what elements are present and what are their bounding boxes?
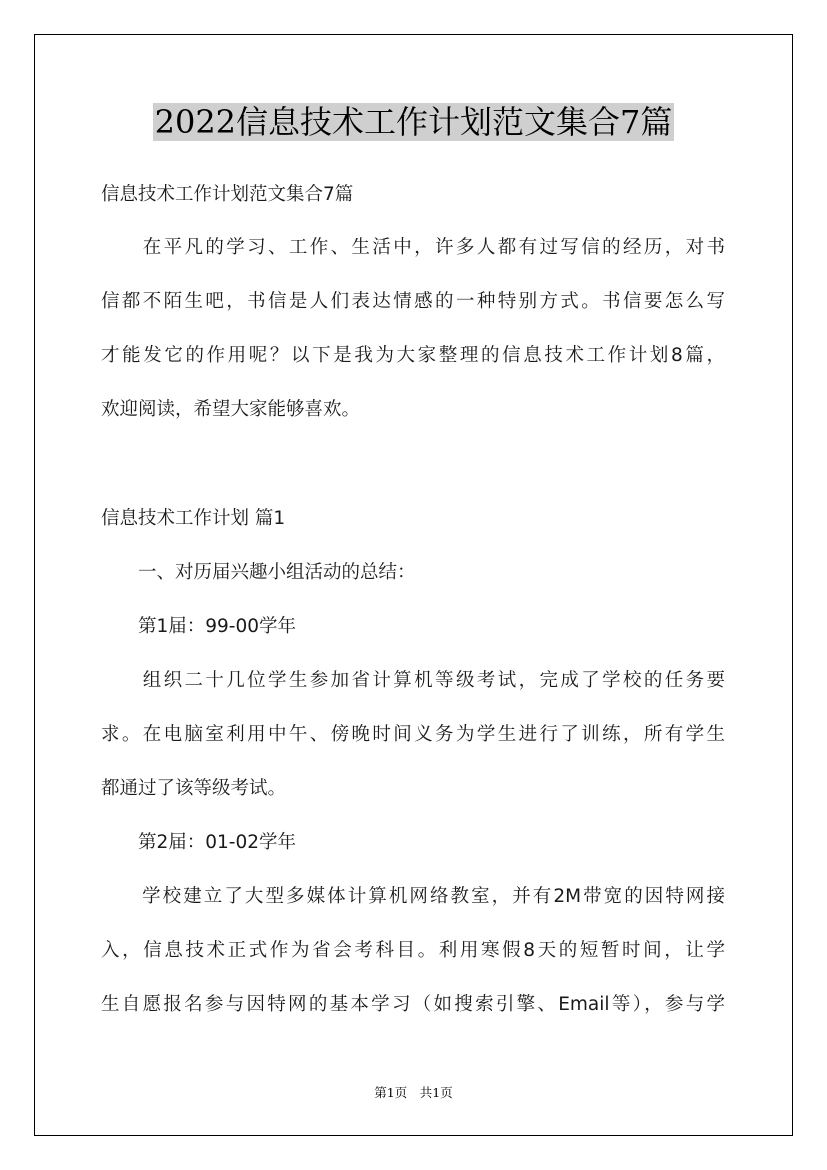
- section-heading: 信息技术工作计划 篇1: [101, 508, 286, 529]
- term-heading: 第2届：01-02学年: [101, 832, 297, 853]
- body-line: 组织二十几位学生参加省计算机等级考试，完成了学校的任务要: [101, 670, 725, 691]
- page-footer: 第1页 共1页: [374, 1085, 453, 1100]
- intro-line: 才能发它的作用呢？以下是我为大家整理的信息技术工作计划8篇，: [101, 345, 725, 366]
- term-heading: 第1届：99-00学年: [101, 616, 297, 637]
- intro-line: 在平凡的学习、工作、生活中，许多人都有过写信的经历，对书: [101, 237, 725, 258]
- document-title: 2022信息技术工作计划范文集合7篇: [154, 103, 673, 141]
- point-heading: 一、对历届兴趣小组活动的总结：: [101, 562, 416, 583]
- body-line: 学校建立了大型多媒体计算机网络教室，并有2M带宽的因特网接: [101, 886, 725, 907]
- body-line: 求。在电脑室利用中午、傍晚时间义务为学生进行了训练，所有学生: [101, 724, 725, 745]
- body-line: 生自愿报名参与因特网的基本学习（如搜索引擎、Email等），参与学: [101, 994, 725, 1015]
- body-line: 都通过了该等级考试。: [101, 778, 287, 799]
- intro-line: 欢迎阅读，希望大家能够喜欢。: [101, 399, 361, 420]
- subtitle: 信息技术工作计划范文集合7篇: [101, 184, 354, 205]
- intro-line: 信都不陌生吧，书信是人们表达情感的一种特别方式。书信要怎么写: [101, 291, 725, 312]
- body-line: 入，信息技术正式作为省会考科目。利用寒假8天的短暂时间，让学: [101, 940, 725, 961]
